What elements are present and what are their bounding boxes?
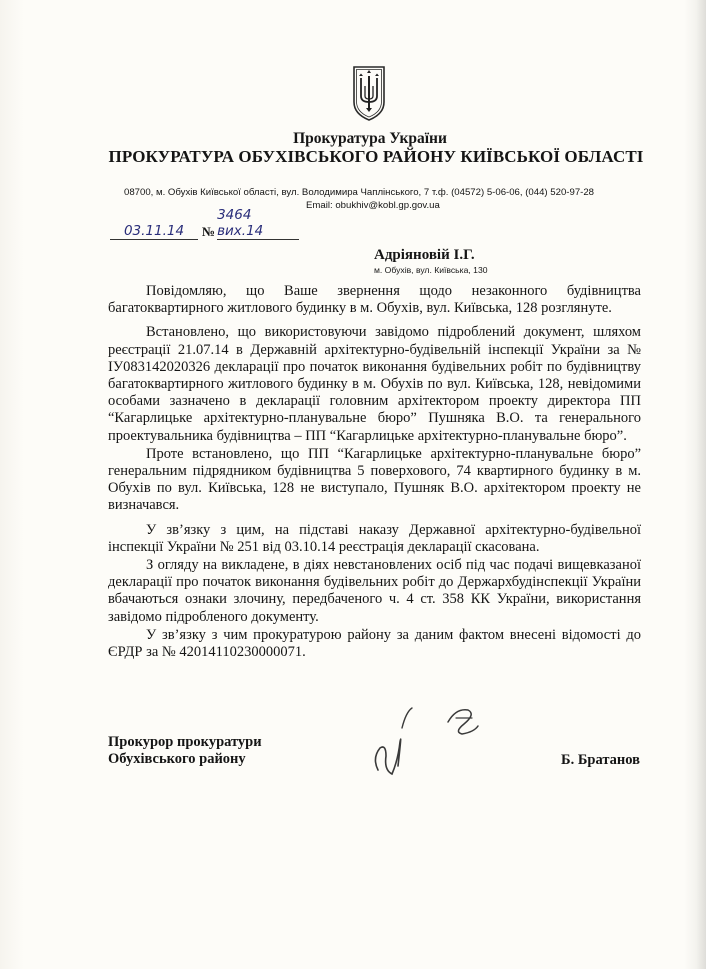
- recipient-name: Адріяновій І.Г.: [374, 247, 475, 263]
- outgoing-number: 3464 вих.14: [217, 207, 299, 240]
- outgoing-registration: [110, 207, 299, 239]
- recipient-address: м. Обухів, вул. Київська, 130: [374, 265, 488, 275]
- signer-title: [108, 734, 262, 768]
- outgoing-date: 03.11.14: [110, 223, 198, 240]
- paragraph: Проте встановлено, що ПП “Кагарлицьке архітектурно-планувальне бюро” генеральним підрядником будівництва 5 поверхового, 74 квартирного будинку в м. Обухів по вул. Київська, 128 не виступало, Пушняк В.О. архітектором проекту не визначався.: [108, 445, 641, 514]
- org-name-line-1: Прокуратура України: [293, 130, 447, 147]
- paragraph: У зв’язку з цим, на підставі наказу Державної архітектурно-будівельної інспекції України № 251 від 03.10.14 реєстрація декларації скасована.: [108, 521, 641, 555]
- org-name-line-2: ПРОКУРАТУРА ОБУХІВСЬКОГО РАЙОНУ КИЇВСЬКОЇ ОБЛАСТІ: [108, 147, 644, 166]
- paragraph: Повідомляю, що Ваше звернення щодо незаконного будівництва багатоквартирного житлового будинку в м. Обухів, вул. Київська, 128 розглянуте.: [108, 283, 641, 317]
- letter-body: [108, 283, 641, 661]
- number-sign: №: [202, 224, 216, 239]
- paragraph: Встановлено, що використовуючи завідомо підроблений документ, шляхом реєстрації 21.07.14 в Державній архітектурно-будівельній інспекції України за № ІУ083142020326 декларації про початок виконання будівельних робіт по будівництву багатоквартирного житлового будинку в м. Обухів по вул. Київська, 128, невідомими особами зазначено в декларації головним архітектором проекту директора ПП “Кагарлицьке архітектурно-планувальне бюро” Пушняка В.О. та генерального проектувальника будівництва – ПП “Кагарлицьке архітектурно-планувальне бюро”.: [108, 324, 641, 444]
- trident-coat-of-arms-icon: [351, 64, 387, 122]
- org-email: Email: obukhiv@kobl.gp.gov.ua: [306, 200, 440, 211]
- org-address: 08700, м. Обухів Київської області, вул. Володимира Чаплінського, 7 т.ф. (04572) 5-06-06, (044) 520-97-28: [124, 187, 595, 198]
- signer-name: Б. Братанов: [561, 752, 640, 768]
- signer-title-line: Прокурор прокуратури: [108, 734, 262, 750]
- signer-title-line: Обухівського району: [108, 751, 246, 767]
- paragraph: З огляду на викладене, в діях невстановлених осіб під час подачі вищевказаної декларації про початок виконання будівельних робіт до Держархбудінспекції України вбачаються ознаки злочину, передбаченого ч. 4 ст. 358 КК України, використання завідомо підробленого документу.: [108, 557, 641, 625]
- handwritten-signature: [364, 700, 484, 790]
- paragraph: У зв’язку з чим прокуратурою району за даним фактом внесені відомості до ЄРДР за № 42014110230000071.: [108, 626, 641, 661]
